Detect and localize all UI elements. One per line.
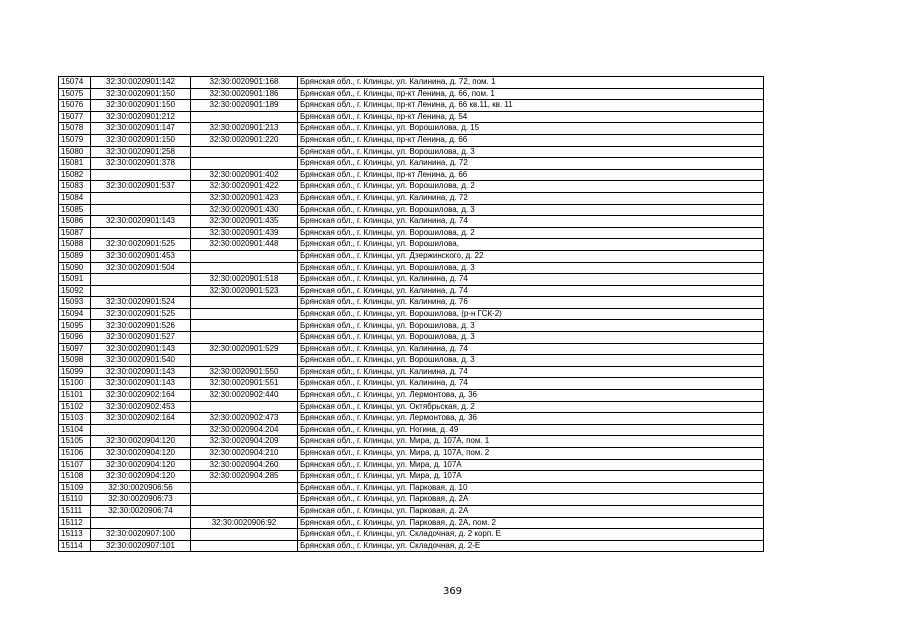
cadastral-number-cell: 32:30:0020901:147	[91, 123, 191, 135]
cadastral-number-cell: 32:30:0020901:212	[91, 111, 191, 123]
cadastral-number-cell: 32:30:0020901:504	[91, 262, 191, 274]
table-row	[59, 262, 764, 274]
address-cell: Брянская обл., г. Клинцы, ул. Складочная, д. 2-Е	[298, 540, 764, 552]
cadastral-number-cell: 32:30:0020904:120	[91, 459, 191, 471]
object-cadastral-number-cell: 32:30:0020902:473	[191, 413, 298, 425]
table-row	[59, 100, 764, 112]
object-cadastral-number-cell: 32:30:0020901:550	[191, 366, 298, 378]
table-row	[59, 424, 764, 436]
row-number-cell: 15082	[59, 169, 91, 181]
object-cadastral-number-cell: 32:30:0020904:285	[191, 471, 298, 483]
cadastral-number-cell	[91, 204, 191, 216]
row-number-cell: 15106	[59, 448, 91, 460]
object-cadastral-number-cell: 32:30:0020901:439	[191, 227, 298, 239]
table-row	[59, 216, 764, 228]
address-cell: Брянская обл., г. Клинцы, ул. Калинина, д. 74	[298, 378, 764, 390]
object-cadastral-number-cell	[191, 401, 298, 413]
address-cell: Брянская обл., г. Клинцы, ул. Мира, д. 107А, пом. 2	[298, 448, 764, 460]
object-cadastral-number-cell: 32:30:0020901:430	[191, 204, 298, 216]
table-row	[59, 123, 764, 135]
row-number-cell: 15107	[59, 459, 91, 471]
registry-table	[58, 76, 764, 552]
table-row	[59, 181, 764, 193]
cadastral-number-cell	[91, 274, 191, 286]
cadastral-number-cell	[91, 424, 191, 436]
row-number-cell: 15087	[59, 227, 91, 239]
cadastral-number-cell: 32:30:0020901:540	[91, 355, 191, 367]
row-number-cell: 15077	[59, 111, 91, 123]
cadastral-number-cell: 32:30:0020906:74	[91, 505, 191, 517]
row-number-cell: 15111	[59, 505, 91, 517]
cadastral-number-cell: 32:30:0020901:150	[91, 134, 191, 146]
row-number-cell: 15081	[59, 158, 91, 170]
table-row	[59, 505, 764, 517]
object-cadastral-number-cell: 32:30:0020901:529	[191, 343, 298, 355]
row-number-cell: 15100	[59, 378, 91, 390]
table-row	[59, 343, 764, 355]
address-cell: Брянская обл., г. Клинцы, ул. Октябрьская, д. 2	[298, 401, 764, 413]
cadastral-number-cell: 32:30:0020902:453	[91, 401, 191, 413]
object-cadastral-number-cell: 32:30:0020901:423	[191, 192, 298, 204]
cadastral-number-cell: 32:30:0020901:143	[91, 366, 191, 378]
cadastral-number-cell: 32:30:0020904:120	[91, 448, 191, 460]
table-row	[59, 308, 764, 320]
cadastral-number-cell: 32:30:0020901:525	[91, 308, 191, 320]
address-cell: Брянская обл., г. Клинцы, ул. Парковая, д. 10	[298, 482, 764, 494]
address-cell: Брянская обл., г. Клинцы, пр-кт Ленина, д. 66	[298, 169, 764, 181]
object-cadastral-number-cell: 32:30:0020904:260	[191, 459, 298, 471]
object-cadastral-number-cell: 32:30:0020901:168	[191, 77, 298, 89]
row-number-cell: 15114	[59, 540, 91, 552]
object-cadastral-number-cell: 32:30:0020901:186	[191, 88, 298, 100]
cadastral-number-cell	[91, 285, 191, 297]
table-row	[59, 529, 764, 541]
table-row	[59, 204, 764, 216]
row-number-cell: 15102	[59, 401, 91, 413]
address-cell: Брянская обл., г. Клинцы, ул. Лермонтова, д. 36	[298, 390, 764, 402]
object-cadastral-number-cell: 32:30:0020901:402	[191, 169, 298, 181]
object-cadastral-number-cell	[191, 146, 298, 158]
cadastral-number-cell: 32:30:0020902:164	[91, 390, 191, 402]
registry-table-body	[59, 77, 764, 552]
object-cadastral-number-cell: 32:30:0020904:204	[191, 424, 298, 436]
address-cell: Брянская обл., г. Клинцы, ул. Мира, д. 107А	[298, 459, 764, 471]
object-cadastral-number-cell: 32:30:0020906:92	[191, 517, 298, 529]
address-cell: Брянская обл., г. Клинцы, ул. Ворошилова, (р-н ГСК-2)	[298, 308, 764, 320]
address-cell: Брянская обл., г. Клинцы, ул. Ворошилова, д. 3	[298, 355, 764, 367]
object-cadastral-number-cell	[191, 158, 298, 170]
cadastral-number-cell: 32:30:0020906:56	[91, 482, 191, 494]
row-number-cell: 15080	[59, 146, 91, 158]
cadastral-number-cell: 32:30:0020907:101	[91, 540, 191, 552]
object-cadastral-number-cell: 32:30:0020901:220	[191, 134, 298, 146]
row-number-cell: 15088	[59, 239, 91, 251]
address-cell: Брянская обл., г. Клинцы, ул. Калинина, д. 74	[298, 285, 764, 297]
cadastral-number-cell: 32:30:0020901:258	[91, 146, 191, 158]
object-cadastral-number-cell: 32:30:0020901:435	[191, 216, 298, 228]
table-row	[59, 459, 764, 471]
address-cell: Брянская обл., г. Клинцы, ул. Дзержинского, д. 22	[298, 250, 764, 262]
row-number-cell: 15076	[59, 100, 91, 112]
object-cadastral-number-cell	[191, 320, 298, 332]
table-row	[59, 366, 764, 378]
row-number-cell: 15099	[59, 366, 91, 378]
cadastral-number-cell: 32:30:0020901:525	[91, 239, 191, 251]
row-number-cell: 15094	[59, 308, 91, 320]
cadastral-number-cell: 32:30:0020901:142	[91, 77, 191, 89]
address-cell: Брянская обл., г. Клинцы, пр-кт Ленина, д. 66	[298, 134, 764, 146]
cadastral-number-cell	[91, 227, 191, 239]
address-cell: Брянская обл., г. Клинцы, ул. Калинина, д. 74	[298, 274, 764, 286]
address-cell: Брянская обл., г. Клинцы, ул. Парковая, д. 2А, пом. 2	[298, 517, 764, 529]
object-cadastral-number-cell	[191, 111, 298, 123]
address-cell: Брянская обл., г. Клинцы, ул. Ворошилова, д. 3	[298, 320, 764, 332]
cadastral-number-cell	[91, 169, 191, 181]
row-number-cell: 15075	[59, 88, 91, 100]
table-row	[59, 494, 764, 506]
row-number-cell: 15085	[59, 204, 91, 216]
address-cell: Брянская обл., г. Клинцы, ул. Калинина, д. 74	[298, 366, 764, 378]
row-number-cell: 15078	[59, 123, 91, 135]
table-row	[59, 227, 764, 239]
row-number-cell: 15086	[59, 216, 91, 228]
table-row	[59, 239, 764, 251]
table-row	[59, 297, 764, 309]
cadastral-number-cell: 32:30:0020901:150	[91, 100, 191, 112]
row-number-cell: 15083	[59, 181, 91, 193]
object-cadastral-number-cell	[191, 355, 298, 367]
table-row	[59, 169, 764, 181]
row-number-cell: 15096	[59, 332, 91, 344]
table-row	[59, 471, 764, 483]
row-number-cell: 15104	[59, 424, 91, 436]
row-number-cell: 15103	[59, 413, 91, 425]
address-cell: Брянская обл., г. Клинцы, ул. Калинина, д. 72	[298, 158, 764, 170]
table-row	[59, 436, 764, 448]
object-cadastral-number-cell	[191, 505, 298, 517]
address-cell: Брянская обл., г. Клинцы, ул. Ворошилова, д. 3	[298, 204, 764, 216]
object-cadastral-number-cell	[191, 250, 298, 262]
object-cadastral-number-cell	[191, 262, 298, 274]
address-cell: Брянская обл., г. Клинцы, ул. Ворошилова, д. 3	[298, 332, 764, 344]
address-cell: Брянская обл., г. Клинцы, ул. Ворошилова, д. 3	[298, 262, 764, 274]
object-cadastral-number-cell: 32:30:0020901:422	[191, 181, 298, 193]
row-number-cell: 15095	[59, 320, 91, 332]
cadastral-number-cell: 32:30:0020901:526	[91, 320, 191, 332]
page-number: 369	[442, 586, 463, 597]
row-number-cell: 15110	[59, 494, 91, 506]
address-cell: Брянская обл., г. Клинцы, пр-кт Ленина, д. 66, пом. 1	[298, 88, 764, 100]
row-number-cell: 15105	[59, 436, 91, 448]
address-cell: Брянская обл., г. Клинцы, ул. Лермонтова, д. 36	[298, 413, 764, 425]
table-row	[59, 192, 764, 204]
row-number-cell: 15097	[59, 343, 91, 355]
cadastral-number-cell: 32:30:0020901:143	[91, 378, 191, 390]
address-cell: Брянская обл., г. Клинцы, ул. Ворошилова, д. 2	[298, 227, 764, 239]
table-row	[59, 448, 764, 460]
table-row	[59, 250, 764, 262]
row-number-cell: 15090	[59, 262, 91, 274]
table-row	[59, 540, 764, 552]
object-cadastral-number-cell	[191, 540, 298, 552]
row-number-cell: 15093	[59, 297, 91, 309]
row-number-cell: 15101	[59, 390, 91, 402]
table-row	[59, 88, 764, 100]
address-cell: Брянская обл., г. Клинцы, ул. Мира, д. 107А	[298, 471, 764, 483]
cadastral-number-cell	[91, 192, 191, 204]
row-number-cell: 15113	[59, 529, 91, 541]
object-cadastral-number-cell: 32:30:0020904:210	[191, 448, 298, 460]
row-number-cell: 15108	[59, 471, 91, 483]
row-number-cell: 15079	[59, 134, 91, 146]
object-cadastral-number-cell: 32:30:0020901:523	[191, 285, 298, 297]
object-cadastral-number-cell: 32:30:0020901:551	[191, 378, 298, 390]
cadastral-number-cell: 32:30:0020904:120	[91, 471, 191, 483]
table-row	[59, 77, 764, 89]
table-row	[59, 274, 764, 286]
object-cadastral-number-cell: 32:30:0020902:440	[191, 390, 298, 402]
cadastral-number-cell: 32:30:0020902:164	[91, 413, 191, 425]
row-number-cell: 15074	[59, 77, 91, 89]
address-cell: Брянская обл., г. Клинцы, ул. Складочная, д. 2 корп. Е	[298, 529, 764, 541]
row-number-cell: 15098	[59, 355, 91, 367]
address-cell: Брянская обл., г. Клинцы, ул. Калинина, д. 74	[298, 216, 764, 228]
row-number-cell: 15089	[59, 250, 91, 262]
address-cell: Брянская обл., г. Клинцы, ул. Ворошилова, д. 3	[298, 146, 764, 158]
table-row	[59, 517, 764, 529]
table-row	[59, 146, 764, 158]
address-cell: Брянская обл., г. Клинцы, ул. Калинина, д. 74	[298, 343, 764, 355]
address-cell: Брянская обл., г. Клинцы, ул. Ногина, д. 49	[298, 424, 764, 436]
row-number-cell: 15112	[59, 517, 91, 529]
table-row	[59, 378, 764, 390]
address-cell: Брянская обл., г. Клинцы, ул. Мира, д. 107А, пом. 1	[298, 436, 764, 448]
object-cadastral-number-cell	[191, 332, 298, 344]
address-cell: Брянская обл., г. Клинцы, ул. Калинина, д. 72, пом. 1	[298, 77, 764, 89]
cadastral-number-cell	[91, 517, 191, 529]
object-cadastral-number-cell	[191, 529, 298, 541]
address-cell: Брянская обл., г. Клинцы, ул. Ворошилова,	[298, 239, 764, 251]
address-cell: Брянская обл., г. Клинцы, пр-кт Ленина, д. 66 кв.11, кв. 11	[298, 100, 764, 112]
table-row	[59, 482, 764, 494]
table-row	[59, 390, 764, 402]
cadastral-number-cell: 32:30:0020901:143	[91, 343, 191, 355]
row-number-cell: 15084	[59, 192, 91, 204]
object-cadastral-number-cell: 32:30:0020901:448	[191, 239, 298, 251]
object-cadastral-number-cell	[191, 297, 298, 309]
address-cell: Брянская обл., г. Клинцы, ул. Калинина, д. 72	[298, 192, 764, 204]
table-row	[59, 332, 764, 344]
table-row	[59, 158, 764, 170]
table-row	[59, 401, 764, 413]
cadastral-number-cell: 32:30:0020901:378	[91, 158, 191, 170]
address-cell: Брянская обл., г. Клинцы, пр-кт Ленина, д. 54	[298, 111, 764, 123]
object-cadastral-number-cell	[191, 482, 298, 494]
row-number-cell: 15109	[59, 482, 91, 494]
address-cell: Брянская обл., г. Клинцы, ул. Калинина, д. 76	[298, 297, 764, 309]
object-cadastral-number-cell: 32:30:0020901:189	[191, 100, 298, 112]
address-cell: Брянская обл., г. Клинцы, ул. Ворошилова, д. 2	[298, 181, 764, 193]
table-row	[59, 355, 764, 367]
table-row	[59, 134, 764, 146]
object-cadastral-number-cell: 32:30:0020904:209	[191, 436, 298, 448]
cadastral-number-cell: 32:30:0020907:100	[91, 529, 191, 541]
table-row	[59, 320, 764, 332]
cadastral-number-cell: 32:30:0020901:524	[91, 297, 191, 309]
cadastral-number-cell: 32:30:0020901:527	[91, 332, 191, 344]
object-cadastral-number-cell	[191, 494, 298, 506]
address-cell: Брянская обл., г. Клинцы, ул. Парковая, д. 2А	[298, 494, 764, 506]
cadastral-number-cell: 32:30:0020901:143	[91, 216, 191, 228]
cadastral-number-cell: 32:30:0020901:150	[91, 88, 191, 100]
object-cadastral-number-cell: 32:30:0020901:518	[191, 274, 298, 286]
row-number-cell: 15091	[59, 274, 91, 286]
table-row	[59, 111, 764, 123]
object-cadastral-number-cell	[191, 308, 298, 320]
cadastral-number-cell: 32:30:0020901:537	[91, 181, 191, 193]
table-row	[59, 285, 764, 297]
table-row	[59, 413, 764, 425]
address-cell: Брянская обл., г. Клинцы, ул. Ворошилова, д. 15	[298, 123, 764, 135]
cadastral-number-cell: 32:30:0020904:120	[91, 436, 191, 448]
cadastral-number-cell: 32:30:0020906:73	[91, 494, 191, 506]
address-cell: Брянская обл., г. Клинцы, ул. Парковая, д. 2А	[298, 505, 764, 517]
cadastral-number-cell: 32:30:0020901:453	[91, 250, 191, 262]
row-number-cell: 15092	[59, 285, 91, 297]
object-cadastral-number-cell: 32:30:0020901:213	[191, 123, 298, 135]
